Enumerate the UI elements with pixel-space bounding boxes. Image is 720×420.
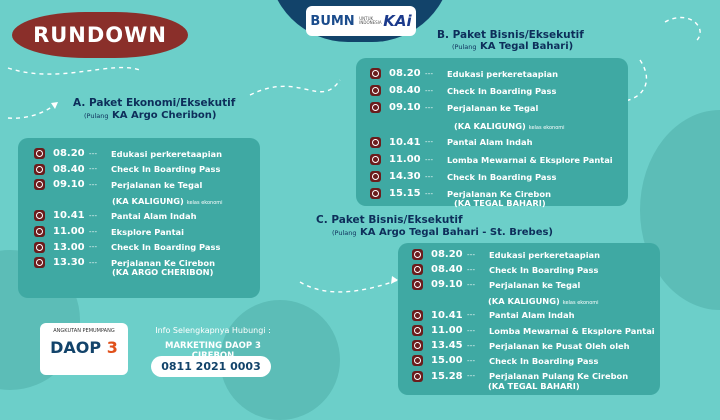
clock-icon (34, 179, 45, 190)
schedule-time: 13.00 (53, 241, 85, 253)
schedule-row (34, 242, 220, 253)
schedule-time: 13.30 (53, 257, 85, 269)
schedule-time: 15.00 (431, 355, 463, 367)
dash-separator: - - - (425, 86, 433, 95)
dash-separator: - - - (425, 172, 433, 181)
train-note: (KA KALIGUNG) kelas ekonomi (454, 120, 565, 131)
schedule-row (34, 164, 220, 175)
partner-logos (306, 6, 416, 36)
kai-logo: KAi (383, 12, 412, 30)
dash-separator: - - - (467, 341, 475, 350)
daop3-logo (40, 323, 128, 375)
info-contact-name: MARKETING DAOP 3 (165, 341, 261, 351)
dash-separator: - - - (467, 280, 475, 289)
schedule-row (34, 148, 222, 159)
return-train-note: (KA TEGAL BAHARI) (454, 198, 546, 209)
clock-icon (412, 249, 423, 260)
schedule-time: 09.10 (431, 279, 463, 291)
schedule-time: 08.40 (53, 163, 85, 175)
clock-icon (412, 279, 423, 290)
schedule-row (370, 68, 558, 79)
bumn-logo: BUMN UNTUK INDONESIA (310, 13, 382, 29)
clock-icon (370, 188, 381, 199)
return-train-note: (KA TEGAL BAHARI) (488, 380, 580, 391)
clock-icon (370, 102, 381, 113)
schedule-row (412, 310, 575, 321)
dash-separator: - - - (467, 311, 475, 320)
clock-icon (34, 164, 45, 175)
schedule-time: 09.10 (389, 102, 421, 114)
schedule-time: 08.20 (53, 148, 85, 159)
info-label: Info Selengkapnya Hubungi : (155, 326, 271, 335)
dash-separator: - - - (425, 103, 433, 112)
schedule-row (412, 279, 580, 290)
schedule-time: 08.40 (389, 85, 421, 97)
schedule-row (370, 102, 538, 113)
clock-icon (34, 148, 45, 159)
schedule-activity: Eksplore Pantai (111, 226, 184, 237)
dash-separator: - - - (467, 372, 475, 381)
schedule-row (412, 249, 600, 260)
schedule-activity: Check In Boarding Pass (489, 355, 599, 366)
phone-number[interactable]: 0811 2021 0003 (151, 356, 271, 377)
clock-icon (412, 355, 423, 366)
package-b-subtitle: (Pulang KA Tegal Bahari) (452, 41, 574, 52)
clock-icon (412, 325, 423, 336)
schedule-time: 08.20 (431, 249, 463, 260)
rundown-title: RUNDOWN (12, 12, 188, 58)
schedule-time: 09.10 (53, 179, 85, 191)
schedule-row (370, 171, 556, 182)
schedule-activity: Perjalanan ke Pusat Oleh oleh (489, 340, 630, 351)
schedule-time: 08.20 (389, 68, 421, 79)
package-c-subtitle: (Pulang KA Argo Tegal Bahari - St. Brebes) (332, 227, 553, 238)
schedule-activity: Perjalanan ke Tegal (111, 179, 203, 190)
schedule-row (34, 210, 197, 221)
schedule-row (370, 154, 613, 165)
schedule-activity: Edukasi perkeretaapian (111, 148, 223, 159)
dash-separator: - - - (89, 211, 97, 220)
clock-icon (412, 371, 423, 382)
logo-daop: DAOP 3 (50, 338, 118, 357)
package-a-subtitle: (Pulang KA Argo Cheribon) (84, 110, 217, 121)
package-c-title: C. Paket Bisnis/Eksekutif (316, 214, 463, 226)
dash-separator: - - - (467, 326, 475, 335)
dash-separator: - - - (89, 258, 97, 267)
return-train-note: (KA ARGO CHERIBON) (112, 267, 214, 278)
schedule-row (412, 325, 655, 336)
clock-icon (34, 226, 45, 237)
schedule-row (412, 264, 598, 275)
dash-separator: - - - (89, 180, 97, 189)
package-b-title: B. Paket Bisnis/Eksekutif (437, 29, 584, 41)
schedule-activity: Perjalanan ke Tegal (489, 279, 581, 290)
schedule-activity: Lomba Mewarnai & Eksplore Pantai (447, 154, 613, 165)
schedule-activity: Check In Boarding Pass (489, 264, 599, 275)
clock-icon (412, 264, 423, 275)
schedule-time: 11.00 (431, 325, 463, 336)
dash-separator: - - - (425, 189, 433, 198)
package-a-title: A. Paket Ekonomi/Eksekutif (73, 97, 236, 109)
clock-icon (370, 85, 381, 96)
schedule-time: 13.45 (431, 340, 463, 352)
dash-separator: - - - (89, 165, 97, 174)
schedule-row (370, 85, 556, 96)
clock-icon (370, 137, 381, 148)
schedule-activity: Pantai Alam Indah (111, 210, 197, 221)
schedule-time: 15.28 (431, 370, 463, 382)
schedule-time: 11.00 (389, 154, 421, 165)
schedule-activity: Check In Boarding Pass (447, 85, 557, 96)
clock-icon (34, 257, 45, 268)
schedule-activity: Perjalanan Ke Cirebon (447, 188, 551, 199)
schedule-time: 10.41 (53, 210, 85, 222)
schedule-activity: Check In Boarding Pass (111, 164, 221, 175)
schedule-row (34, 226, 184, 237)
clock-icon (370, 154, 381, 165)
schedule-row (34, 179, 202, 190)
schedule-time: 08.40 (431, 264, 463, 276)
schedule-activity: Perjalanan ke Tegal (447, 102, 539, 113)
schedule-row (412, 340, 630, 351)
train-note: (KA KALIGUNG) kelas ekonomi (112, 195, 223, 206)
dash-separator: - - - (89, 227, 97, 236)
dash-separator: - - - (425, 138, 433, 147)
schedule-time: 10.41 (389, 136, 421, 148)
schedule-activity: Check In Boarding Pass (111, 242, 221, 253)
dash-separator: - - - (89, 149, 97, 158)
schedule-activity: Check In Boarding Pass (447, 171, 557, 182)
schedule-activity: Pantai Alam Indah (489, 310, 575, 321)
schedule-time: 15.15 (389, 188, 421, 200)
dash-separator: - - - (467, 356, 475, 365)
schedule-time: 10.41 (431, 309, 463, 321)
schedule-activity: Perjalanan Ke Cirebon (111, 257, 215, 268)
clock-icon (34, 210, 45, 221)
schedule-activity: Edukasi perkeretaapian (447, 68, 559, 79)
schedule-activity: Pantai Alam Indah (447, 137, 533, 148)
dash-separator: - - - (425, 155, 433, 164)
package-b-panel (356, 58, 628, 209)
schedule-row (370, 137, 533, 148)
dash-separator: - - - (467, 265, 475, 274)
schedule-activity: Edukasi perkeretaapian (489, 249, 601, 260)
train-note: (KA KALIGUNG) kelas ekonomi (488, 295, 599, 306)
schedule-row (412, 355, 598, 366)
schedule-activity: Lomba Mewarnai & Eksplore Pantai (489, 325, 655, 336)
logo-tagline: ANGKUTAN PEMUMPANG (53, 328, 115, 334)
schedule-time: 14.30 (389, 171, 421, 183)
dash-separator: - - - (467, 250, 475, 259)
schedule-activity: Perjalanan Pulang Ke Cirebon (489, 371, 629, 382)
schedule-time: 11.00 (53, 226, 85, 237)
clock-icon (34, 242, 45, 253)
clock-icon (412, 340, 423, 351)
clock-icon (412, 310, 423, 321)
dash-separator: - - - (425, 69, 433, 78)
clock-icon (370, 68, 381, 79)
dash-separator: - - - (89, 243, 97, 252)
clock-icon (370, 171, 381, 182)
